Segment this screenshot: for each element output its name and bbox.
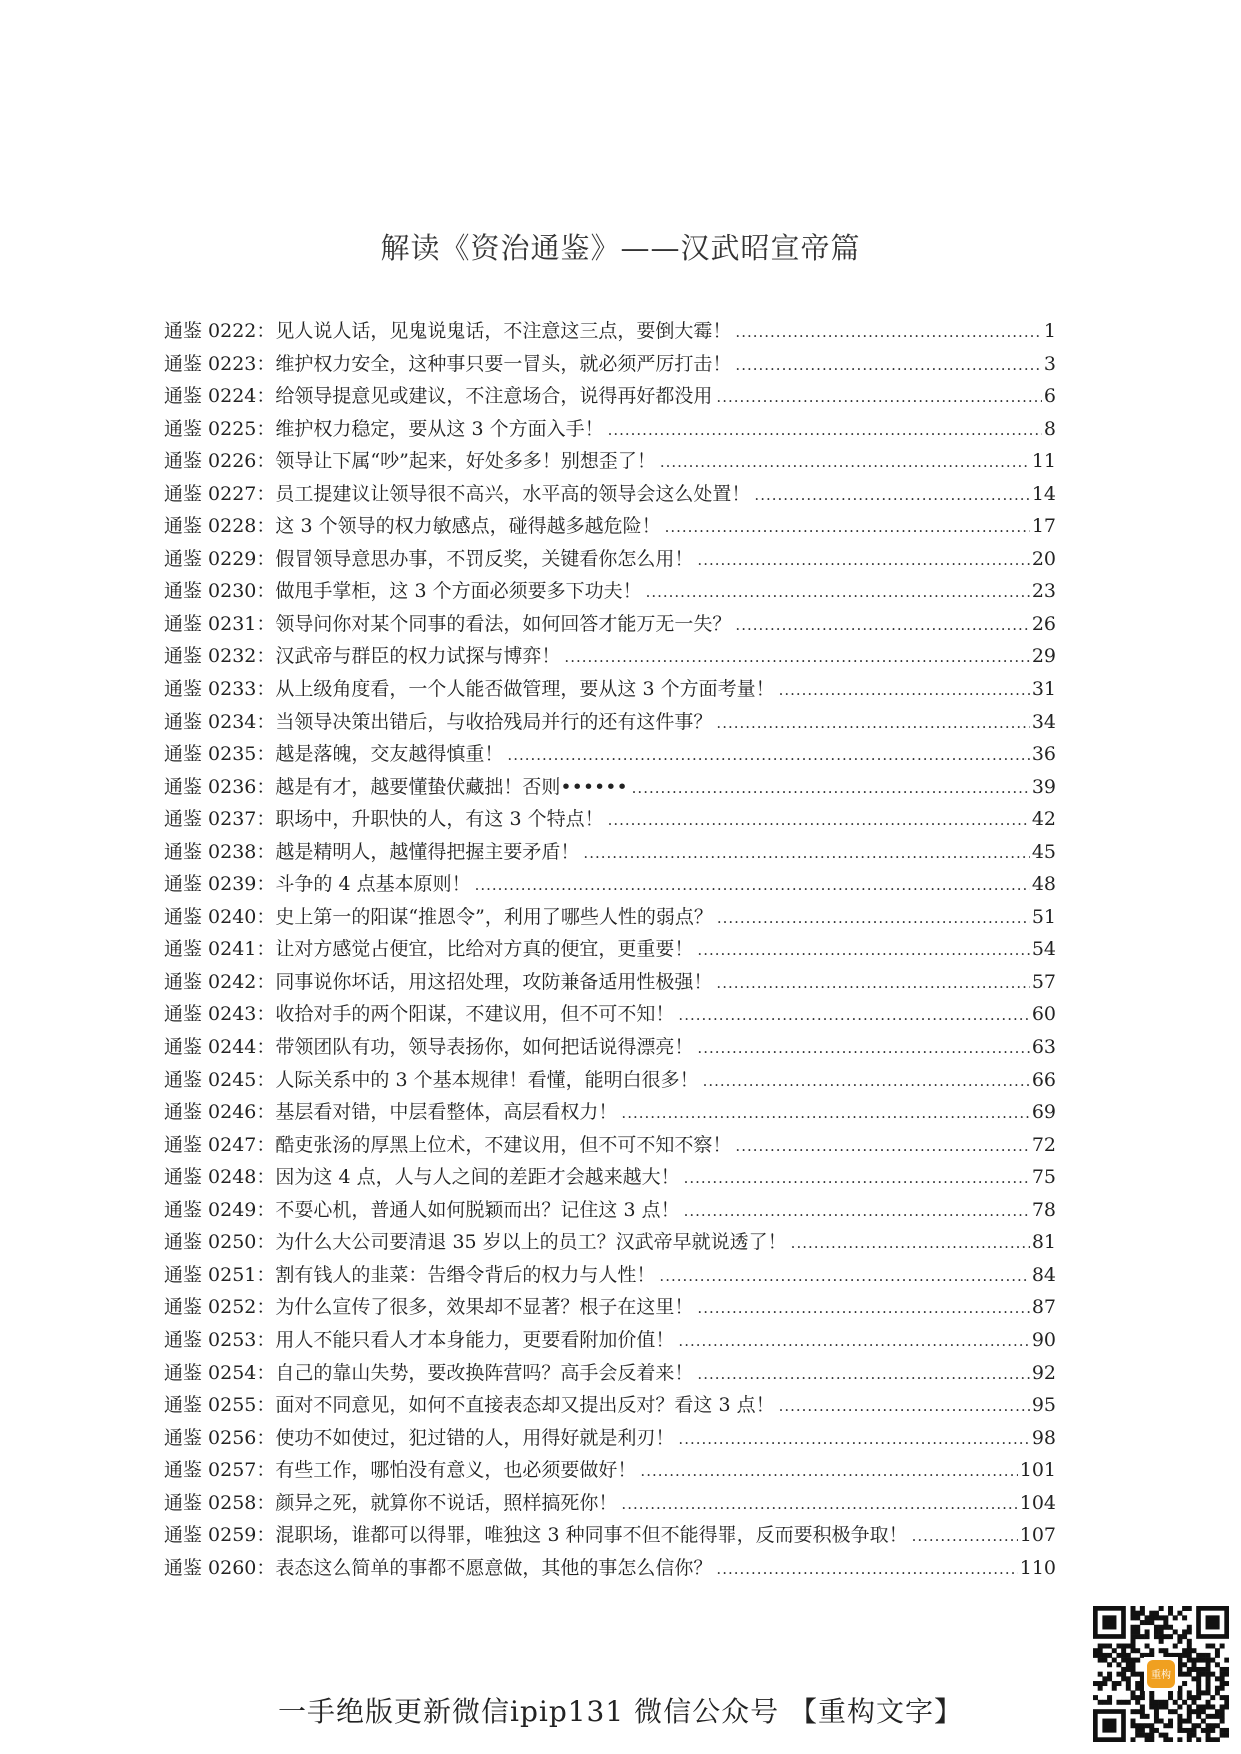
toc-entry-page: 107 — [1019, 1524, 1056, 1547]
toc-entry-number: 通鉴 0257： — [164, 1459, 276, 1482]
toc-entry-number: 通鉴 0228： — [164, 515, 276, 538]
toc-entry-title: 同事说你坏话，用这招处理，攻防兼备适用性极强！ — [275, 970, 713, 993]
toc-entry-page: 84 — [1031, 1263, 1056, 1286]
toc-entry[interactable] — [164, 349, 1056, 382]
toc-entry-title: 使功不如使过，犯过错的人，用得好就是利刃！ — [275, 1426, 675, 1449]
toc-entry-page: 31 — [1031, 678, 1056, 701]
toc-dot-leader — [735, 1137, 1029, 1155]
toc-entry-number: 通鉴 0242： — [164, 970, 276, 993]
toc-entry[interactable] — [164, 1032, 1056, 1065]
toc-entry-number: 通鉴 0253： — [164, 1328, 276, 1351]
toc-entry[interactable] — [164, 837, 1056, 870]
toc-entry-number: 通鉴 0247： — [164, 1133, 276, 1156]
toc-entry-title: 有些工作，哪怕没有意义，也必须要做好！ — [275, 1459, 637, 1482]
toc-entry-title: 汉武帝与群臣的权力试探与博弈！ — [275, 645, 561, 668]
toc-entry[interactable] — [164, 1260, 1056, 1293]
toc-entry-number: 通鉴 0227： — [164, 482, 276, 505]
toc-dot-leader — [678, 1332, 1029, 1350]
toc-entry[interactable] — [164, 1488, 1056, 1521]
toc-entry[interactable] — [164, 1390, 1056, 1423]
toc-entry-number: 通鉴 0248： — [164, 1166, 276, 1189]
toc-entry[interactable] — [164, 1065, 1056, 1098]
toc-entry-page: 14 — [1031, 482, 1056, 505]
toc-entry[interactable] — [164, 1162, 1056, 1195]
footer-text: 一手绝版更新微信ipip131 微信公众号 【重构文字】 — [277, 1695, 963, 1728]
toc-entry-title: 基层看对错，中层看整体，高层看权力！ — [275, 1101, 618, 1124]
toc-dot-leader — [735, 323, 1041, 341]
toc-entry-page: 87 — [1031, 1296, 1056, 1319]
toc-entry-page: 69 — [1031, 1101, 1056, 1124]
toc-dot-leader — [678, 1430, 1029, 1448]
toc-dot-leader — [608, 421, 1042, 439]
toc-dot-leader — [621, 1495, 1017, 1513]
toc-entry-title: 领导问你对某个同事的看法，如何回答才能万无一失？ — [275, 612, 732, 635]
toc-entry-page: 1 — [1043, 320, 1056, 342]
table-of-contents — [164, 316, 1056, 1585]
toc-entry[interactable] — [164, 641, 1056, 674]
toc-entry-page: 60 — [1031, 1003, 1056, 1026]
toc-entry-title: 颜异之死，就算你不说话，照样搞死你！ — [275, 1491, 618, 1514]
toc-entry[interactable] — [164, 414, 1056, 447]
toc-entry-number: 通鉴 0224： — [164, 385, 276, 408]
toc-entry[interactable] — [164, 1097, 1056, 1130]
toc-entry-page: 8 — [1043, 417, 1056, 440]
toc-entry[interactable] — [164, 1423, 1056, 1456]
toc-entry-page: 95 — [1031, 1394, 1056, 1417]
toc-dot-leader — [716, 1560, 1017, 1578]
toc-entry-page: 104 — [1019, 1491, 1056, 1514]
toc-dot-leader — [608, 811, 1030, 829]
toc-dot-leader — [632, 779, 1030, 797]
toc-entry-title: 收拾对手的两个阳谋，不建议用，但不可不知！ — [275, 1003, 675, 1026]
toc-entry-number: 通鉴 0260： — [164, 1556, 276, 1579]
toc-entry-title: 职场中，升职快的人，有这 3 个特点！ — [275, 808, 604, 831]
toc-entry-title: 自己的靠山失势，要改换阵营吗？高手会反着来！ — [275, 1361, 694, 1384]
toc-entry-page: 42 — [1031, 808, 1056, 831]
toc-entry-number: 通鉴 0231： — [164, 612, 276, 635]
toc-entry-number: 通鉴 0232： — [164, 645, 276, 668]
toc-entry-title: 维护权力安全，这种事只要一冒头，就必须严厉打击！ — [275, 352, 732, 375]
toc-entry-number: 通鉴 0234： — [164, 710, 276, 733]
toc-dot-leader — [665, 518, 1030, 536]
toc-entry-title: 见人说人话，见鬼说鬼话，不注意这三点，要倒大霉！ — [275, 320, 732, 342]
toc-entry-number: 通鉴 0229： — [164, 547, 276, 570]
qr-code — [1093, 1606, 1229, 1742]
toc-entry-number: 通鉴 0243： — [164, 1003, 276, 1026]
toc-entry-title: 领导让下属“吵”起来，好处多多！别想歪了！ — [275, 450, 656, 473]
toc-entry-title: 割有钱人的韭菜：告缗令背后的权力与人性！ — [275, 1263, 656, 1286]
toc-entry-number: 通鉴 0230： — [164, 580, 276, 603]
toc-entry[interactable] — [164, 609, 1056, 642]
toc-dot-leader — [703, 1072, 1030, 1090]
toc-entry-page: 98 — [1031, 1426, 1056, 1449]
toc-entry-title: 面对不同意见，如何不直接表态却又提出反对？看这 3 点！ — [275, 1394, 775, 1417]
toc-entry[interactable] — [164, 1325, 1056, 1358]
toc-entry-page: 72 — [1031, 1133, 1056, 1156]
toc-entry-number: 通鉴 0250： — [164, 1231, 276, 1254]
toc-entry-page: 54 — [1031, 938, 1056, 961]
toc-entry-page: 36 — [1031, 743, 1056, 766]
toc-entry-page: 101 — [1019, 1459, 1056, 1482]
toc-dot-leader — [912, 1527, 1018, 1545]
page-title: 解读《资治通鉴》——汉武昭宣帝篇 — [380, 231, 861, 265]
toc-entry-page: 26 — [1031, 612, 1056, 635]
qr-code-icon — [1093, 1606, 1229, 1742]
toc-entry-page: 51 — [1031, 905, 1056, 928]
toc-dot-leader — [697, 1365, 1029, 1383]
toc-dot-leader — [507, 746, 1029, 764]
toc-entry-title: 酷吏张汤的厚黑上位术，不建议用，但不可不知不察！ — [275, 1133, 732, 1156]
qr-logo-text: 重构 — [1151, 1670, 1171, 1681]
toc-entry-page: 57 — [1031, 970, 1056, 993]
toc-dot-leader — [684, 1169, 1030, 1187]
toc-dot-leader — [716, 388, 1041, 406]
toc-entry-title: 为什么宣传了很多，效果却不显著？根子在这里！ — [275, 1296, 694, 1319]
toc-entry-number: 通鉴 0222： — [164, 320, 276, 342]
toc-entry-title: 维护权力稳定，要从这 3 个方面入手！ — [275, 417, 604, 440]
toc-entry-title: 这 3 个领导的权力敏感点，碰得越多越危险！ — [275, 515, 661, 538]
toc-entry-number: 通鉴 0237： — [164, 808, 276, 831]
toc-dot-leader — [779, 681, 1030, 699]
toc-entry[interactable] — [164, 1130, 1056, 1163]
toc-entry-page: 63 — [1031, 1036, 1056, 1059]
toc-dot-leader — [684, 1202, 1030, 1220]
toc-entry-title: 越是精明人，越懂得把握主要矛盾！ — [275, 840, 580, 863]
toc-entry-number: 通鉴 0245： — [164, 1068, 276, 1091]
toc-dot-leader — [716, 974, 1029, 992]
toc-entry-number: 通鉴 0236： — [164, 775, 276, 798]
toc-entry-number: 通鉴 0246： — [164, 1101, 276, 1124]
toc-entry-number: 通鉴 0259： — [164, 1524, 276, 1547]
toc-dot-leader — [735, 356, 1041, 374]
toc-entry[interactable] — [164, 1227, 1056, 1260]
toc-entry-page: 45 — [1031, 840, 1056, 863]
toc-entry-title: 为什么大公司要清退 35 岁以上的员工？汉武帝早就说透了！ — [275, 1231, 787, 1254]
toc-dot-leader — [697, 1299, 1029, 1317]
toc-entry[interactable] — [164, 1358, 1056, 1391]
toc-entry-page: 48 — [1031, 873, 1056, 896]
toc-entry[interactable] — [164, 316, 1056, 349]
toc-entry[interactable] — [164, 576, 1056, 609]
toc-entry-page: 11 — [1031, 450, 1056, 473]
toc-entry-page: 90 — [1031, 1328, 1056, 1351]
toc-dot-leader — [564, 648, 1029, 666]
toc-entry-page: 29 — [1031, 645, 1056, 668]
toc-dot-leader — [697, 551, 1029, 569]
toc-entry-title: 用人不能只看人才本身能力，更要看附加价值！ — [275, 1328, 675, 1351]
toc-entry-number: 通鉴 0258： — [164, 1491, 276, 1514]
toc-entry-number: 通鉴 0251： — [164, 1263, 276, 1286]
toc-entry[interactable] — [164, 381, 1056, 414]
toc-entry[interactable] — [164, 511, 1056, 544]
toc-entry[interactable] — [164, 1553, 1056, 1586]
toc-entry[interactable] — [164, 967, 1056, 1000]
toc-entry[interactable] — [164, 1455, 1056, 1488]
toc-entry-page: 34 — [1031, 710, 1056, 733]
toc-entry[interactable] — [164, 999, 1056, 1032]
toc-dot-leader — [791, 1234, 1030, 1252]
toc-entry[interactable] — [164, 479, 1056, 512]
toc-entry-number: 通鉴 0241： — [164, 938, 276, 961]
toc-dot-leader — [475, 876, 1030, 894]
toc-entry[interactable] — [164, 934, 1056, 967]
toc-entry-title: 不耍心机，普通人如何脱颖而出？记住这 3 点！ — [275, 1198, 680, 1221]
toc-dot-leader — [754, 486, 1029, 504]
toc-dot-leader — [697, 1039, 1029, 1057]
toc-entry-page: 39 — [1031, 775, 1056, 798]
toc-entry-number: 通鉴 0235： — [164, 743, 276, 766]
toc-entry-page: 110 — [1019, 1556, 1056, 1579]
toc-entry-title: 表态这么简单的事都不愿意做，其他的事怎么信你？ — [275, 1556, 713, 1579]
toc-dot-leader — [621, 1104, 1029, 1122]
toc-entry-page: 66 — [1031, 1068, 1056, 1091]
toc-entry-page: 78 — [1031, 1198, 1056, 1221]
toc-entry-title: 给领导提意见或建议，不注意场合，说得再好都没用 — [275, 385, 713, 408]
toc-entry-number: 通鉴 0225： — [164, 417, 276, 440]
toc-dot-leader — [660, 453, 1030, 471]
toc-entry-title: 带领团队有功，领导表扬你，如何把话说得漂亮！ — [275, 1036, 694, 1059]
toc-entry-title: 越是落魄，交友越得慎重！ — [275, 743, 504, 766]
toc-entry-title: 从上级角度看，一个人能否做管理，要从这 3 个方面考量！ — [275, 678, 775, 701]
toc-entry-number: 通鉴 0254： — [164, 1361, 276, 1384]
toc-entry-title: 做甩手掌柜，这 3 个方面必须要多下功夫！ — [275, 580, 642, 603]
toc-entry-number: 通鉴 0240： — [164, 905, 276, 928]
toc-entry-number: 通鉴 0238： — [164, 840, 276, 863]
toc-entry-page: 6 — [1043, 385, 1056, 408]
toc-entry-title: 假冒领导意思办事，不罚反奖，关键看你怎么用！ — [275, 547, 694, 570]
toc-entry[interactable] — [164, 869, 1056, 902]
toc-entry[interactable] — [164, 674, 1056, 707]
toc-entry-number: 通鉴 0244： — [164, 1036, 276, 1059]
toc-entry-page: 75 — [1031, 1166, 1056, 1189]
toc-entry-page: 23 — [1031, 580, 1056, 603]
toc-dot-leader — [716, 714, 1029, 732]
toc-entry[interactable] — [164, 707, 1056, 740]
toc-entry-page: 3 — [1043, 352, 1056, 375]
toc-entry-title: 因为这 4 点，人与人之间的差距才会越来越大！ — [275, 1166, 680, 1189]
toc-dot-leader — [779, 1397, 1030, 1415]
toc-dot-leader — [735, 616, 1029, 634]
toc-entry-page: 81 — [1031, 1231, 1056, 1254]
toc-entry[interactable] — [164, 772, 1056, 805]
toc-entry-number: 通鉴 0239： — [164, 873, 276, 896]
toc-entry-page: 92 — [1031, 1361, 1056, 1384]
toc-dot-leader — [717, 909, 1030, 927]
toc-entry-number: 通鉴 0223： — [164, 352, 276, 375]
toc-entry-number: 通鉴 0226： — [164, 450, 276, 473]
toc-entry-title: 人际关系中的 3 个基本规律！看懂，能明白很多！ — [275, 1068, 699, 1091]
toc-entry[interactable] — [164, 1292, 1056, 1325]
toc-entry-title: 混职场，谁都可以得罪，唯独这 3 种同事不但不能得罪，反而要积极争取！ — [275, 1524, 908, 1547]
toc-entry-number: 通鉴 0256： — [164, 1426, 276, 1449]
toc-entry-number: 通鉴 0252： — [164, 1296, 276, 1319]
toc-entry[interactable] — [164, 739, 1056, 772]
toc-entry-number: 通鉴 0255： — [164, 1394, 276, 1417]
toc-dot-leader — [678, 1006, 1029, 1024]
toc-entry[interactable] — [164, 1520, 1056, 1553]
toc-entry-title: 史上第一的阳谋“推恩令”，利用了哪些人性的弱点？ — [275, 905, 713, 928]
toc-entry-page: 20 — [1031, 547, 1056, 570]
toc-entry[interactable] — [164, 804, 1056, 837]
toc-entry-page: 17 — [1031, 515, 1056, 538]
toc-entry-title: 越是有才，越要懂蛰伏藏拙！否则•••••• — [275, 775, 628, 798]
toc-entry-title: 斗争的 4 点基本原则！ — [275, 873, 471, 896]
toc-entry-number: 通鉴 0249： — [164, 1198, 276, 1221]
toc-entry-number: 通鉴 0233： — [164, 678, 276, 701]
toc-dot-leader — [583, 844, 1029, 862]
toc-dot-leader — [697, 941, 1029, 959]
toc-entry-title: 当领导决策出错后，与收拾残局并行的还有这件事？ — [275, 710, 713, 733]
toc-entry[interactable] — [164, 902, 1056, 935]
toc-dot-leader — [659, 1267, 1029, 1285]
toc-dot-leader — [646, 583, 1030, 601]
toc-entry-title: 让对方感觉占便宜，比给对方真的便宜，更重要！ — [275, 938, 694, 961]
toc-entry[interactable] — [164, 1195, 1056, 1228]
toc-entry[interactable] — [164, 446, 1056, 479]
toc-entry[interactable] — [164, 544, 1056, 577]
toc-dot-leader — [640, 1462, 1017, 1480]
toc-entry-title: 员工提建议让领导很不高兴，水平高的领导会这么处置！ — [275, 482, 751, 505]
